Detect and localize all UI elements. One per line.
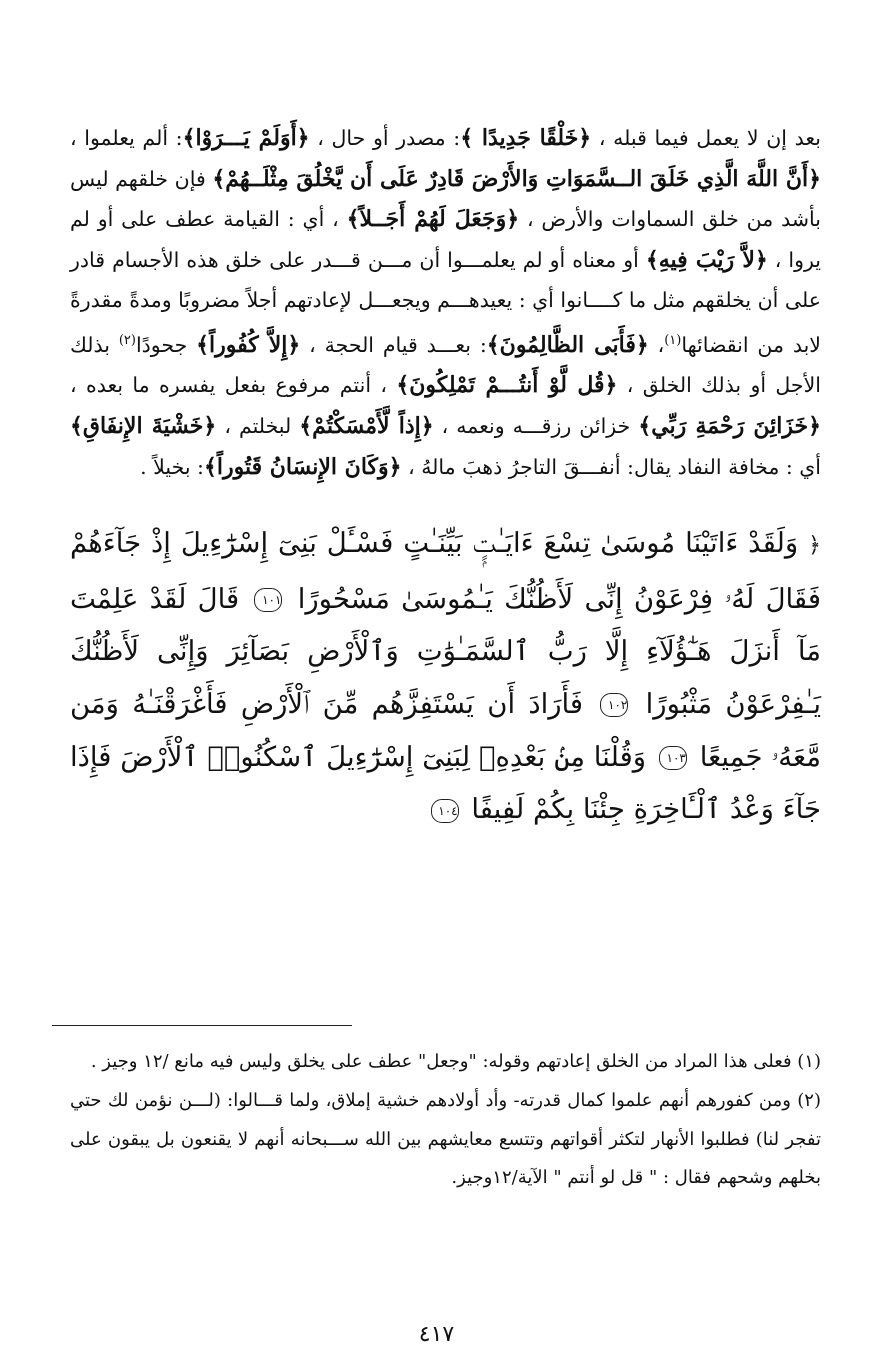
verse-open-bracket: ﴿ — [808, 533, 821, 559]
footnotes — [70, 1043, 821, 1198]
quran-quote: ﴿خَلْقًا جَدِيدًا ﴾ — [460, 125, 592, 151]
footnote-ref: (١) — [664, 332, 682, 348]
quran-quote: ﴿فَأَبَى الظَّالِمُونَ﴾ — [486, 331, 649, 358]
tafsir-text: : بعـــد قيام الحجة ، — [300, 332, 487, 357]
footnote-ref: (٢) — [118, 332, 136, 348]
verse-text: وَلَقَدْ ءَاتَيْنَا مُوسَىٰ تِسْعَ ءَايَـٰتٍۭ بَيِّنَـٰتٍ فَسْـَٔلْ بَنِىٓ إِسْرَٰٓءِيلَ إِذْ جَآءَهُمْ فَقَالَ لَهُۥ فِرْعَوْنُ إِنِّى لَأَظُنُّكَ يَـٰمُوسَىٰ مَسْحُورًا — [70, 527, 821, 615]
tafsir-text: أي : مخافة النفاد يقال: أنفـــقَ التاجرُ ذهبَ مالهُ ، — [401, 454, 821, 479]
tafsir-text: : مصدر أو حال ، — [309, 126, 461, 150]
verse-text: فَأَرَادَ أَن يَسْتَفِزَّهُم مِّنَ ٱلْأَرْضِ فَأَغْرَقْنَـٰهُ وَمَن مَّعَهُۥ جَمِيعًا — [70, 687, 821, 773]
verse-text: قَالَ لَقَدْ عَلِمْتَ مَآ أَنزَلَ هَـٰٓؤُلَآءِ إِلَّا رَبُّ ٱلسَّمَـٰوَٰتِ وَٱلْأَرْضِ بَصَآئِرَ وَإِنِّى لَأَظُنُّكَ يَـٰفِرْعَوْنُ مَثْبُورًا — [70, 582, 821, 720]
tafsir-text: لبخلتم ، — [216, 413, 300, 438]
footnote-2: (٢) ومن كفورهم أنهم علموا كمال قدرته- وأد أولادهم خشية إملاق، ولما قـــالوا: (لـــن نؤمن لك حتي تفجر لنا) فطلبوا الأنهار لتكثر أقواتهم وتتسع معايشهم بين الله ســـبحانه أنهم لا يقنعون بل يبقون على بخلهم وشحهم فقال : " قل لو أنتم " الآية/١٢وجيز. — [70, 1090, 821, 1188]
quran-quote: ﴿أَوَلَمْ يَـــرَوْا﴾ — [182, 125, 310, 151]
footnote-1: (١) فعلى هذا المراد من الخلق إعادتهم وقوله: "وجعل" عطف على يخلق وليس فيه مانع /١٢ وجيز . — [90, 1051, 821, 1072]
tafsir-text: بذلك الأجل أو بذلك الخلق ، — [70, 332, 821, 398]
tafsir-text: بعد إن لا يعمل فيما قبله ، — [591, 126, 821, 150]
verse-number-marker: ١٠٢ — [600, 693, 628, 717]
quran-quote: ﴿خَزَائِنَ رَحْمَةِ رَبِّي﴾ — [638, 412, 821, 439]
tafsir-paragraph — [70, 118, 821, 487]
quran-verses-block — [70, 517, 821, 836]
verse-text: وَقُلْنَا مِنۢ بَعْدِهِۦ لِبَنِىٓ إِسْرَٰٓءِيلَ ٱسْكُنُوا۟ ٱلْأَرْضَ فَإِذَا جَآءَ وَعْدُ ٱلْـَٔاخِرَةِ جِئْنَا بِكُمْ لَفِيفًا — [70, 740, 821, 826]
tafsir-text: ، — [648, 332, 665, 357]
quran-quote: ﴿خَشْيَةَ الإِنفَاقِ﴾ — [70, 412, 217, 439]
tafsir-text: فإن خلقهم ليس بأشد من خلق السماوات والأرض ، — [70, 166, 822, 232]
quran-quote: ﴿إِذاً لَّأَمْسَكْتُمْ﴾ — [299, 412, 434, 439]
quran-quote: ﴿قُل لَّوْ أَنتُـــمْ تَمْلِكُونَ﴾ — [396, 372, 618, 399]
quran-quote: ﴿لاَّ رَيْبَ فِيهِ﴾ — [645, 246, 768, 273]
tafsir-text: : ألم يعلموا ، — [70, 126, 183, 150]
page-body — [70, 118, 821, 836]
tafsir-text: خزائن رزقـــه ونعمه ، — [433, 413, 639, 438]
tafsir-text: ، أنتم مرفوع بفعل يفسره ما بعده ، — [70, 373, 397, 398]
tafsir-text: جحودًا — [135, 332, 197, 357]
verse-number-marker: ١٠١ — [254, 588, 282, 612]
page-number: ٤١٧ — [418, 1322, 455, 1347]
quran-quote: ﴿وَجَعَلَ لَهُمْ أَجَــلاً﴾ — [346, 206, 520, 233]
tafsir-text: ، أي : القيامة عطف على أو لم يروا ، — [70, 207, 821, 272]
quran-quote: ﴿وَكَانَ الإِنسَانُ قَتُوراً﴾ — [203, 453, 402, 480]
tafsir-text: : بخيلاً . — [140, 454, 204, 479]
quran-quote: ﴿إِلاَّ كُفُوراً﴾ — [196, 331, 301, 358]
footnote-separator — [52, 1025, 352, 1026]
tafsir-text: أو معناه أو لم يعلمـــوا أن مـــن قـــدر على خلق هذه الأجسام قادر على أن يخلقهم مثل ما كــــانوا أي : يعيدهـــم ويجعـــل لإعادتهم أجلاً مضروبًا ومدةً مقدرةً لابد من انقضائها — [70, 247, 821, 357]
verse-number-marker: ١٠٣ — [659, 746, 687, 770]
quran-quote: ﴿أَنَّ اللَّهَ الَّذِي خَلَقَ الــسَّمَوَاتِ وَالأَرْضَ قَادِرٌ عَلَى أَن يَّخْلُقَ مِثْلَــهُمْ﴾ — [212, 165, 822, 192]
verse-number-marker: ١٠٤ — [431, 799, 459, 823]
